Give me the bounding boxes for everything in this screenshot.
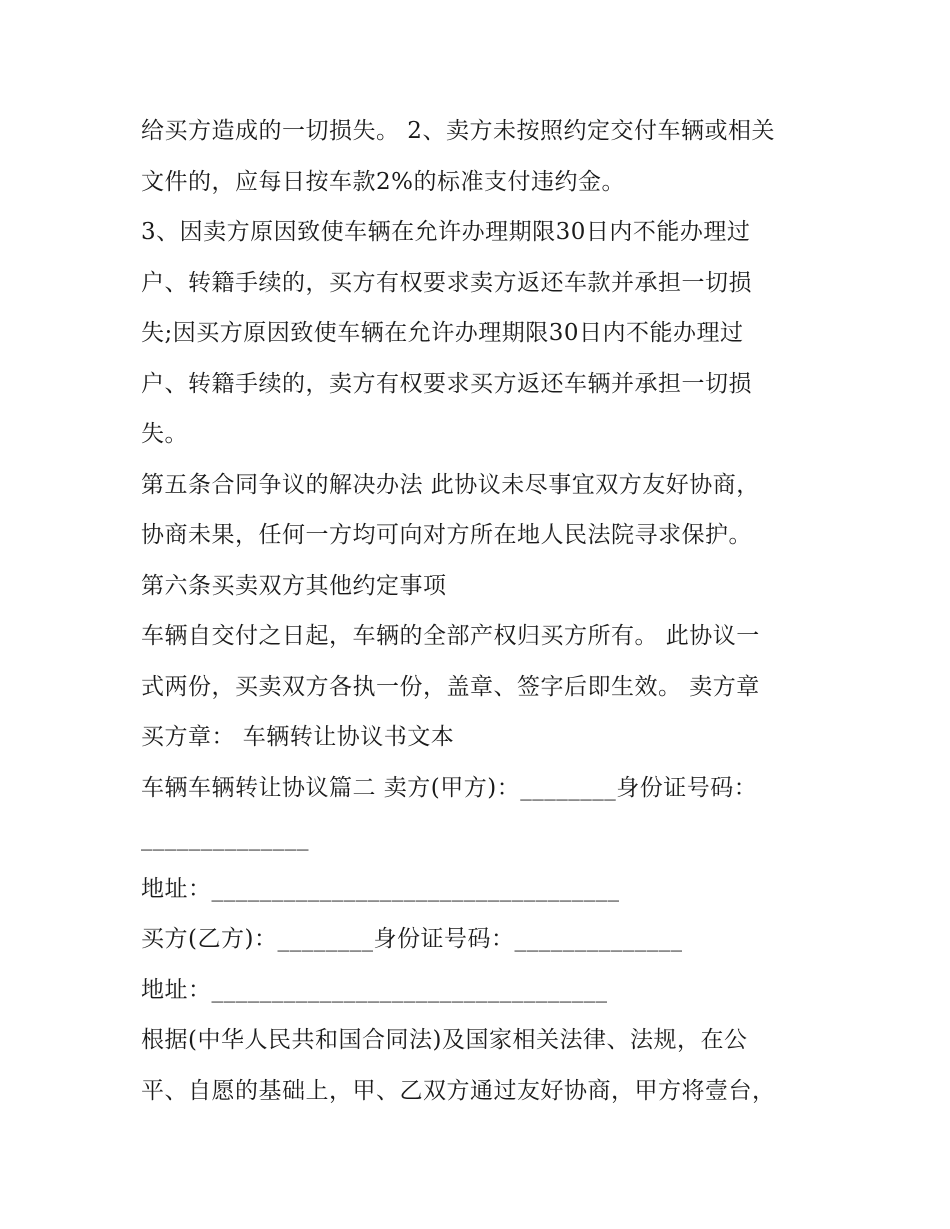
text-line-seller-id-blank: ______________ <box>141 825 309 851</box>
text-line-buyer-address: 地址：_________________________________ <box>141 977 608 1003</box>
text-line-seller-fault-2: 户、转籍手续的，买方有权要求卖方返还车款并承担一切损 <box>141 270 752 296</box>
text-line-buyer-fault-1: 失;因买方原因致使车辆在允许办理期限30日内不能办理过 <box>141 320 744 346</box>
text-line-seller-info: 车辆车辆转让协议篇二 卖方(甲方)：________身份证号码： <box>141 775 758 801</box>
text-line-copies: 式两份，买卖双方各执一份，盖章、签字后即生效。 卖方章 <box>141 674 760 700</box>
text-line-ownership: 车辆自交付之日起，车辆的全部产权归买方所有。 此协议一 <box>141 623 760 649</box>
text-line-buyer-info: 买方(乙方)：________身份证号码：______________ <box>141 926 683 952</box>
text-line-court: 协商未果，任何一方均可向对方所在地人民法院寻求保护。 <box>141 522 752 548</box>
text-line-legal-basis: 根据(中华人民共和国合同法)及国家相关法律、法规，在公 <box>141 1027 748 1053</box>
text-line-loss: 失。 <box>141 421 188 447</box>
article-6-heading: 第六条买卖双方其他约定事项 <box>141 573 447 599</box>
text-line-buyer-fault-2: 户、转籍手续的，卖方有权要求买方返还车辆并承担一切损 <box>141 371 752 397</box>
text-line-buyer-seal: 买方章： 车辆转让协议书文本 <box>141 724 455 750</box>
text-line-liability: 给买方造成的一切损失。 2、卖方未按照约定交付车辆或相关 <box>141 118 775 144</box>
text-line-seller-address: 地址：__________________________________ <box>141 876 620 902</box>
text-line-agreement: 平、自愿的基础上，甲、乙双方通过友好协商，甲方将壹台， <box>141 1078 776 1104</box>
article-5-heading: 第五条合同争议的解决办法 此协议未尽事宜双方友好协商， <box>141 472 760 498</box>
text-line-seller-fault-1: 3、因卖方原因致使车辆在允许办理期限30日内不能办理过 <box>141 219 751 245</box>
text-line-penalty: 文件的，应每日按车款2%的标准支付违约金。 <box>141 169 625 195</box>
